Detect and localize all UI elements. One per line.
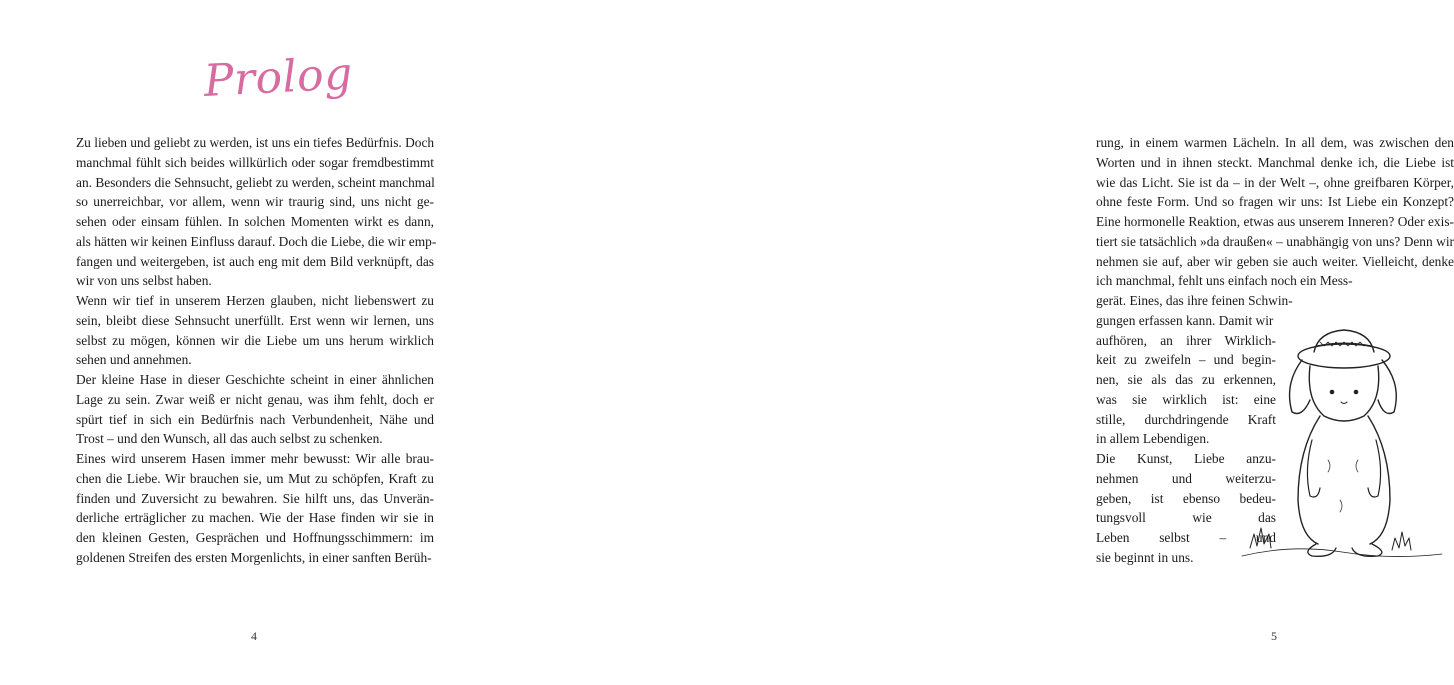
text-line: Worten und in ihnen steckt. Manchmal denke ich, die Liebe ist [1096,154,1454,170]
text-line: stille, durchdringende Kraft [1096,411,1276,427]
text-line: aufhören, an ihrer Wirklich- [1096,332,1276,348]
text-line: chen die Liebe. Wir brauchen sie, um Mut zu schöpfen, Kraft zu [76,470,434,486]
text-line: als hätten wir keinen Einfluss darauf. Doch die Liebe, die wir emp- [76,233,437,249]
text-line: nen, sie als das zu erkennen, [1096,372,1276,387]
text-line: keit zu zweifeln – und begin- [1096,352,1276,368]
text-line: an. Besonders die Sehnsucht, geliebt zu werden, scheint manchmal [76,174,435,190]
text-line: tiert sie tatsächlich »da draußen« – unabhängig von uns? Denn wir [1096,233,1454,249]
left-page [0,0,510,685]
chapter-title: Prolog [202,48,354,107]
left-body-text [76,133,437,568]
text-line: gungen erfassen kann. Damit wir [1096,312,1274,328]
text-line: den kleinen Gesten, Gesprächen und Hoffnungsschimmern: im [76,530,434,545]
text-line: Wenn wir tief in unserem Herzen glauben, nicht liebenswert zu [76,293,434,308]
text-line: geben, ist ebenso bedeu- [1096,490,1276,506]
text-line: was sie wirklich ist: eine [1096,391,1276,407]
text-line: Eine hormonelle Reaktion, etwas aus unserem Inneren? Oder exis- [1096,214,1454,229]
text-line: tungsvoll wie das [1096,510,1276,526]
text-line: Zu lieben und geliebt zu werden, ist uns ein tiefes Bedürfnis. Doch [76,135,435,150]
text-line: nehmen sie auf, aber wir geben sie auch weiter. Vielleicht, denke [1096,253,1454,269]
text-line: Lage zu sein. Zwar weiß er nicht genau, was ihm fehlt, doch er [76,391,434,407]
text-line: Die Kunst, Liebe anzu- [1096,451,1276,466]
text-line: goldenen Streifen des ersten Morgenlichts, in einer sanften Berüh- [76,549,432,565]
rabbit-illustration [1232,300,1454,600]
text-line: nehmen und weiterzu- [1096,470,1276,486]
text-line: Leben selbst – und [1096,530,1276,545]
text-line: derliche erträglicher zu machen. Wie der Hase finden wir sie in [76,510,434,526]
text-line: sehen oder einsam fühlen. In solchen Momenten wirkt es dann, [76,214,434,229]
text-line: spürt tief in sich ein Bedürfnis nach Verbundenheit, Nähe und [76,411,434,427]
text-line: wir von uns selbst haben. [76,273,212,289]
text-line: Der kleine Hase in dieser Geschichte scheint in einer ähnlichen [76,372,434,387]
text-line: ich manchmal, fehlt uns einfach noch ein Mess- [1096,273,1353,289]
text-line: so unerreichbar, vor allem, wenn wir traurig sind, uns nicht ge- [76,194,434,210]
text-line: sehen und annehmen. [76,352,192,368]
text-line: sie beginnt in uns. [1096,549,1194,565]
text-line: finden und Zuversicht zu bewahren. Sie hilft uns, das Unverän- [76,490,434,506]
text-line: gerät. Eines, das ihre feinen Schwin- [1096,293,1293,308]
right-body-text-top [1096,133,1454,291]
text-line: wie das Licht. Sie ist da – in der Welt –, ohne greifbaren Körper, [1096,174,1454,190]
text-line: rung, in einem warmen Lächeln. In all dem, was zwischen den [1096,135,1454,150]
text-line: fangen und weitergeben, ist auch eng mit dem Bild verknüpft, das [76,253,434,269]
text-line: sein, bleibt diese Sehnsucht unerfüllt. Erst wenn wir lernen, uns [76,312,434,328]
page-number-left: 4 [251,629,257,643]
text-line: manchmal fühlt sich beides willkürlich oder sogar fremdbestimmt [76,154,434,170]
right-page [510,0,1454,685]
page-number-right: 5 [1271,629,1277,643]
text-line: ohne feste Form. Und so fragen wir uns: Ist Liebe ein Konzept? [1096,194,1454,210]
text-line: selbst zu mögen, können wir die Liebe um uns herum wirklich [76,332,434,348]
text-line: Trost – und den Wunsch, all das auch selbst zu schenken. [76,431,383,447]
text-line: in allem Lebendigen. [1096,431,1210,447]
text-line: Eines wird unserem Hasen immer mehr bewusst: Wir alle brau- [76,451,434,466]
